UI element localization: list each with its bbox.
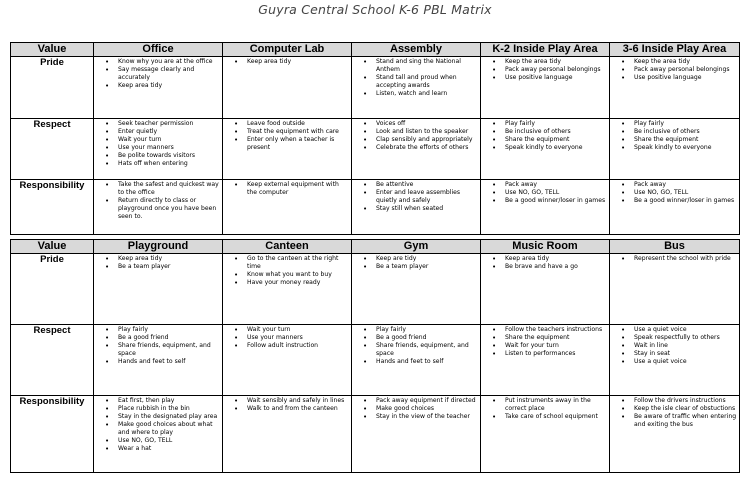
- matrix-cell: [481, 180, 610, 235]
- value-label: Responsibility: [11, 180, 94, 235]
- behaviour-item: • Leave food outside: [247, 120, 349, 128]
- behaviour-item: • Listen to performances: [505, 350, 607, 358]
- behaviour-item: • Enter only when a teacher is present: [247, 136, 349, 152]
- matrix-cell: [223, 396, 352, 473]
- matrix-cell: [352, 57, 481, 119]
- behaviour-item: • Be inclusive of others: [634, 128, 737, 136]
- behaviour-list: [481, 254, 609, 271]
- behaviour-item: • Share friends, equipment, and space: [118, 342, 220, 358]
- matrix-cell: [481, 119, 610, 180]
- behaviour-item: • Seek teacher permission: [118, 120, 220, 128]
- behaviour-item: • Use a quiet voice: [634, 358, 737, 366]
- behaviour-item: • Go to the canteen at the right time: [247, 255, 349, 271]
- behaviour-item: • Follow the teachers instructions: [505, 326, 607, 334]
- behaviour-item: • Speak kindly to everyone: [634, 144, 737, 152]
- page-title: Guyra Central School K-6 PBL Matrix: [258, 2, 492, 17]
- behaviour-item: • Keep are tidy: [376, 255, 478, 263]
- behaviour-list: [223, 254, 351, 287]
- behaviour-item: • Be attentive: [376, 181, 478, 189]
- matrix-cell: [352, 325, 481, 396]
- behaviour-item: • Use NO, GO, TELL: [634, 189, 737, 197]
- behaviour-item: • Be a good winner/loser in games: [634, 197, 737, 205]
- behaviour-item: • Use NO, GO, TELL: [118, 437, 220, 445]
- behaviour-list: [94, 325, 222, 366]
- behaviour-list: [223, 57, 351, 66]
- behaviour-item: • Be a good friend: [118, 334, 220, 342]
- column-header-playground: Playground: [94, 240, 223, 254]
- behaviour-list: [352, 325, 480, 366]
- value-label: Respect: [11, 325, 94, 396]
- behaviour-item: • Follow the drivers instructions: [634, 397, 737, 405]
- behaviour-item: • Wait for your turn: [505, 342, 607, 350]
- behaviour-list: [223, 396, 351, 413]
- behaviour-item: • Keep the area tidy: [634, 58, 737, 66]
- behaviour-list: [94, 57, 222, 90]
- behaviour-item: • Follow adult instruction: [247, 342, 349, 350]
- behaviour-item: • Be inclusive of others: [505, 128, 607, 136]
- value-label: Pride: [11, 57, 94, 119]
- matrix-row-respect: [11, 119, 740, 180]
- behaviour-item: • Treat the equipment with care: [247, 128, 349, 136]
- behaviour-item: • Stay in the view of the teacher: [376, 413, 478, 421]
- behaviour-list: [352, 180, 480, 213]
- behaviour-item: • Wear a hat: [118, 445, 220, 453]
- matrix-cell: [223, 119, 352, 180]
- behaviour-list: [223, 119, 351, 152]
- behaviour-item: • Wait your turn: [247, 326, 349, 334]
- behaviour-item: • Make good choices about what and where to play: [118, 421, 220, 437]
- behaviour-item: • Play fairly: [376, 326, 478, 334]
- column-header-assembly: Assembly: [352, 43, 481, 57]
- matrix-cell: [223, 57, 352, 119]
- behaviour-item: • Clap sensibly and appropriately: [376, 136, 478, 144]
- matrix-cell: [610, 325, 740, 396]
- column-header-value: Value: [11, 43, 94, 57]
- behaviour-item: • Use NO, GO, TELL: [505, 189, 607, 197]
- behaviour-item: • Share the equipment: [505, 334, 607, 342]
- behaviour-list: [94, 119, 222, 168]
- matrix-row-responsibility: [11, 180, 740, 235]
- behaviour-item: • Keep external equipment with the computer: [247, 181, 349, 197]
- matrix-cell: [481, 396, 610, 473]
- behaviour-item: • Take care of school equipment: [505, 413, 607, 421]
- behaviour-list: [610, 325, 739, 366]
- behaviour-item: • Keep area tidy: [118, 82, 220, 90]
- behaviour-item: • Be a team player: [118, 263, 220, 271]
- value-label: Respect: [11, 119, 94, 180]
- behaviour-item: • Be a good friend: [376, 334, 478, 342]
- behaviour-item: • Take the safest and quickest way to the office: [118, 181, 220, 197]
- matrix-cell: [94, 180, 223, 235]
- matrix-cell: [610, 396, 740, 473]
- behaviour-item: • Know why you are at the office: [118, 58, 220, 66]
- behaviour-list: [610, 254, 739, 263]
- behaviour-item: • Use positive language: [505, 74, 607, 82]
- header-row: [11, 43, 740, 57]
- behaviour-list: [352, 254, 480, 271]
- matrix-row-pride: [11, 57, 740, 119]
- behaviour-list: [481, 325, 609, 358]
- behaviour-item: • Share friends, equipment, and space: [376, 342, 478, 358]
- behaviour-item: • Stand and sing the National Anthem: [376, 58, 478, 74]
- behaviour-item: • Keep area tidy: [118, 255, 220, 263]
- behaviour-list: [481, 119, 609, 152]
- behaviour-item: • Keep area tidy: [505, 255, 607, 263]
- behaviour-item: • Stay still when seated: [376, 205, 478, 213]
- pbl-matrix-table-1: [10, 42, 740, 235]
- column-header-k2-inside-play-area: K-2 Inside Play Area: [481, 43, 610, 57]
- behaviour-list: [610, 396, 739, 429]
- behaviour-list: [352, 396, 480, 421]
- matrix-cell: [481, 57, 610, 119]
- column-header-office: Office: [94, 43, 223, 57]
- behaviour-item: • Be aware of traffic when entering and exiting the bus: [634, 413, 737, 429]
- behaviour-item: • Hands and feet to self: [118, 358, 220, 366]
- behaviour-item: • Use positive language: [634, 74, 737, 82]
- value-label: Responsibility: [11, 396, 94, 473]
- behaviour-item: • Wait in line: [634, 342, 737, 350]
- behaviour-list: [223, 325, 351, 350]
- behaviour-item: • Return directly to class or playground once you have been seen to.: [118, 197, 220, 221]
- behaviour-item: • Speak respectfully to others: [634, 334, 737, 342]
- behaviour-list: [481, 180, 609, 205]
- behaviour-item: • Pack away personal belongings: [634, 66, 737, 74]
- behaviour-item: • Be brave and have a go: [505, 263, 607, 271]
- matrix-row-pride: [11, 254, 740, 325]
- matrix-cell: [352, 396, 481, 473]
- behaviour-item: • Say message clearly and accurately: [118, 66, 220, 82]
- behaviour-list: [352, 119, 480, 152]
- behaviour-item: • Represent the school with pride: [634, 255, 737, 263]
- behaviour-item: • Share the equipment: [634, 136, 737, 144]
- behaviour-list: [223, 180, 351, 197]
- behaviour-item: • Play fairly: [118, 326, 220, 334]
- matrix-cell: [610, 180, 740, 235]
- column-header-canteen: Canteen: [223, 240, 352, 254]
- matrix-cell: [481, 325, 610, 396]
- matrix-cell: [94, 57, 223, 119]
- behaviour-list: [481, 396, 609, 421]
- behaviour-list: [481, 57, 609, 82]
- behaviour-item: • Look and listen to the speaker: [376, 128, 478, 136]
- behaviour-item: • Be a team player: [376, 263, 478, 271]
- behaviour-item: • Make good choices: [376, 405, 478, 413]
- behaviour-item: • Keep the area tidy: [505, 58, 607, 66]
- behaviour-item: • Stay in seat: [634, 350, 737, 358]
- behaviour-item: • Use your manners: [247, 334, 349, 342]
- behaviour-item: • Pack away: [505, 181, 607, 189]
- behaviour-item: • Listen, watch and learn: [376, 90, 478, 98]
- matrix-cell: [352, 254, 481, 325]
- behaviour-item: • Hands and feet to self: [376, 358, 478, 366]
- matrix-cell: [94, 325, 223, 396]
- matrix-cell: [223, 254, 352, 325]
- behaviour-item: • Use your manners: [118, 144, 220, 152]
- behaviour-item: • Enter quietly: [118, 128, 220, 136]
- behaviour-item: • Stand tall and proud when accepting awards: [376, 74, 478, 90]
- behaviour-item: • Eat first, then play: [118, 397, 220, 405]
- column-header-bus: Bus: [610, 240, 740, 254]
- matrix-cell: [610, 57, 740, 119]
- behaviour-item: • Hats off when entering: [118, 160, 220, 168]
- behaviour-item: • Be a good winner/loser in games: [505, 197, 607, 205]
- behaviour-list: [94, 254, 222, 271]
- behaviour-list: [610, 180, 739, 205]
- matrix-cell: [94, 254, 223, 325]
- matrix-row-responsibility: [11, 396, 740, 473]
- behaviour-item: • Use a quiet voice: [634, 326, 737, 334]
- behaviour-item: • Walk to and from the canteen: [247, 405, 349, 413]
- column-header-computer-lab: Computer Lab: [223, 43, 352, 57]
- behaviour-list: [610, 57, 739, 82]
- column-header-gym: Gym: [352, 240, 481, 254]
- matrix-cell: [352, 180, 481, 235]
- column-header-music-room: Music Room: [481, 240, 610, 254]
- matrix-cell: [610, 254, 740, 325]
- behaviour-item: • Wait your turn: [118, 136, 220, 144]
- pbl-matrix-table-2: [10, 239, 740, 473]
- matrix-row-respect: [11, 325, 740, 396]
- behaviour-item: • Pack away equipment if directed: [376, 397, 478, 405]
- behaviour-item: • Speak kindly to everyone: [505, 144, 607, 152]
- column-header-36-inside-play-area: 3-6 Inside Play Area: [610, 43, 740, 57]
- behaviour-item: • Pack away: [634, 181, 737, 189]
- behaviour-item: • Play fairly: [505, 120, 607, 128]
- behaviour-item: • Have your money ready: [247, 279, 349, 287]
- behaviour-item: • Know what you want to buy: [247, 271, 349, 279]
- behaviour-item: • Play fairly: [634, 120, 737, 128]
- behaviour-list: [610, 119, 739, 152]
- behaviour-item: • Pack away personal belongings: [505, 66, 607, 74]
- behaviour-list: [94, 396, 222, 453]
- matrix-cell: [223, 325, 352, 396]
- behaviour-list: [94, 180, 222, 221]
- behaviour-item: • Be polite towards visitors: [118, 152, 220, 160]
- behaviour-item: • Stay in the designated play area: [118, 413, 220, 421]
- behaviour-list: [352, 57, 480, 98]
- behaviour-item: • Celebrate the efforts of others: [376, 144, 478, 152]
- behaviour-item: • Keep area tidy: [247, 58, 349, 66]
- matrix-cell: [610, 119, 740, 180]
- matrix-cell: [94, 119, 223, 180]
- matrix-cell: [481, 254, 610, 325]
- matrix-cell: [352, 119, 481, 180]
- matrix-cell: [223, 180, 352, 235]
- behaviour-item: • Share the equipment: [505, 136, 607, 144]
- header-row: [11, 240, 740, 254]
- value-label: Pride: [11, 254, 94, 325]
- behaviour-item: • Voices off: [376, 120, 478, 128]
- behaviour-item: • Keep the isle clear of obstuctions: [634, 405, 737, 413]
- behaviour-item: • Place rubbish in the bin: [118, 405, 220, 413]
- behaviour-item: • Enter and leave assemblies quietly and safely: [376, 189, 478, 205]
- behaviour-item: • Wait sensibly and safely in lines: [247, 397, 349, 405]
- behaviour-item: • Put instruments away in the correct place: [505, 397, 607, 413]
- matrix-cell: [94, 396, 223, 473]
- column-header-value: Value: [11, 240, 94, 254]
